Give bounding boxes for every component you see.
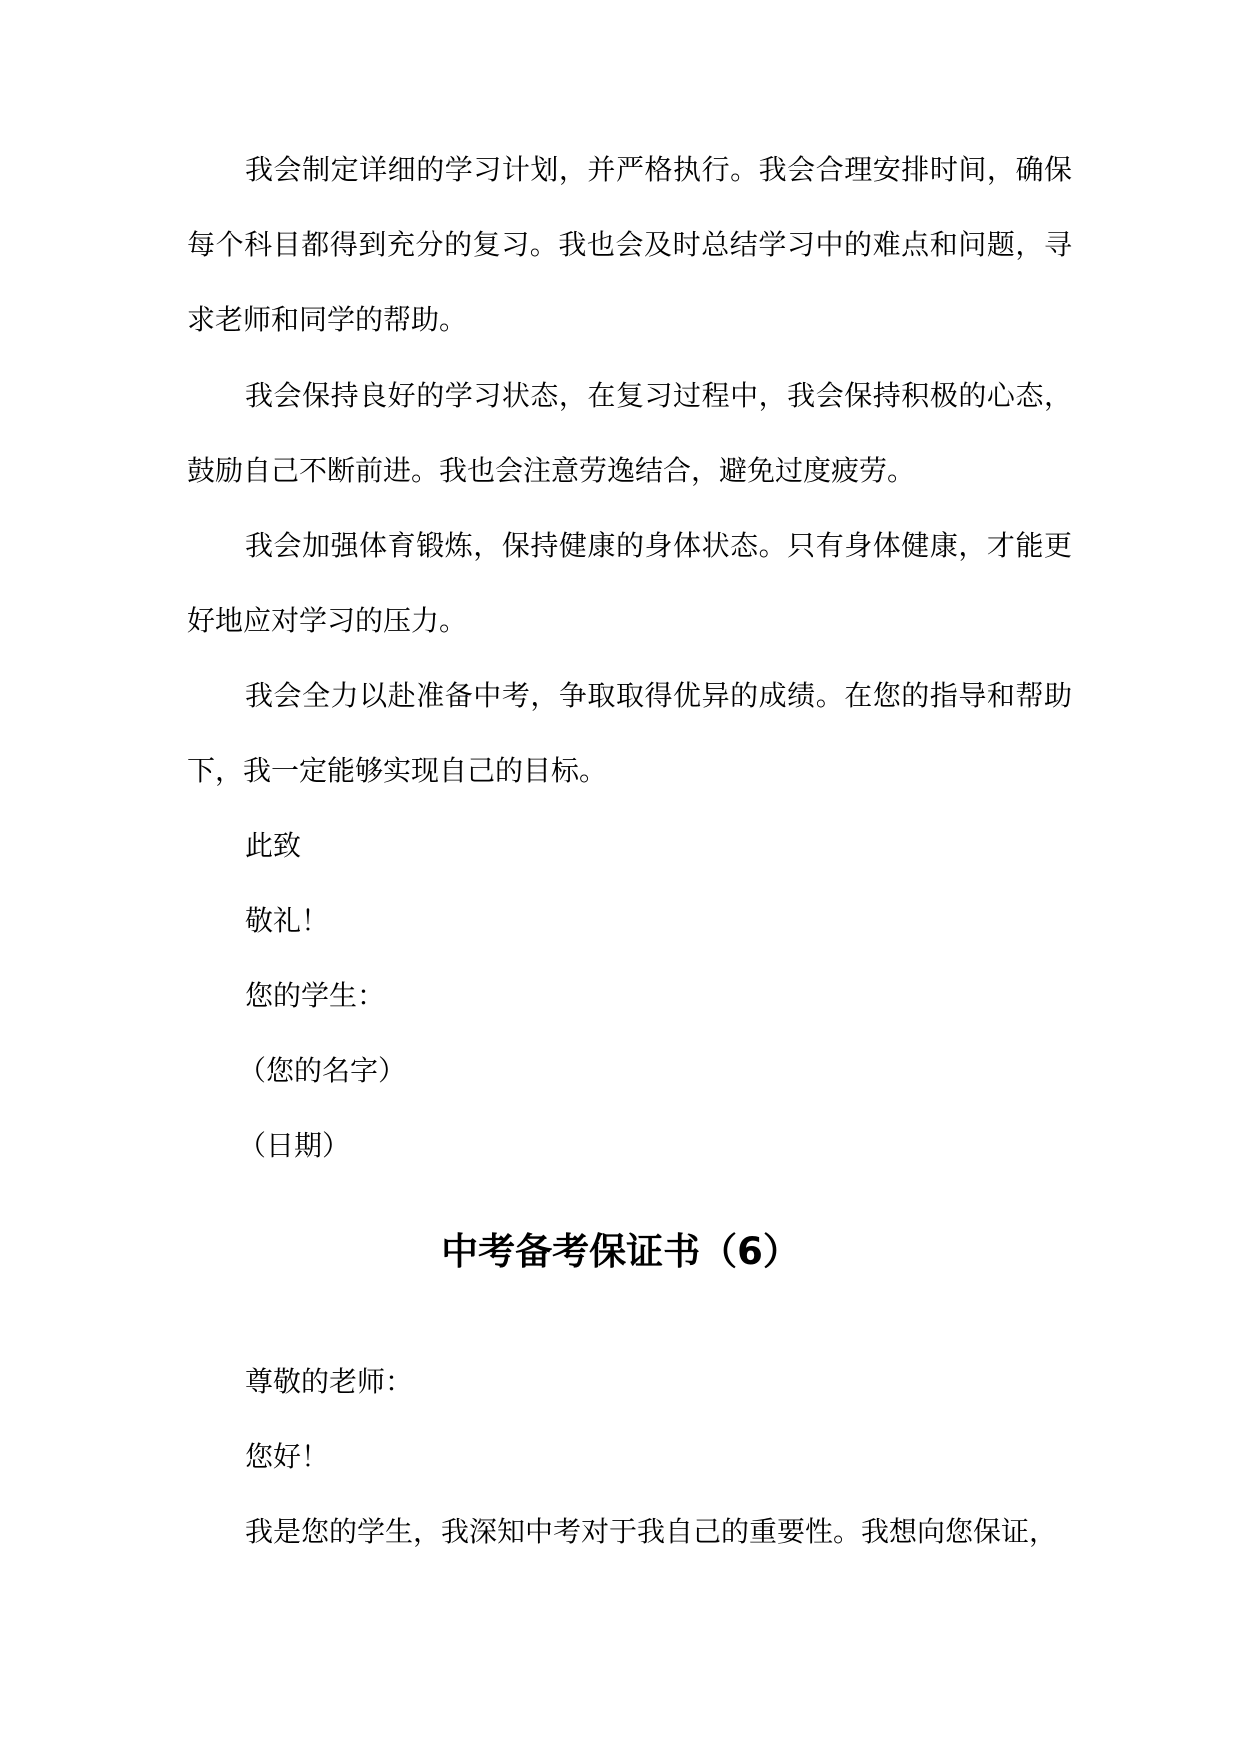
name-placeholder: （您的名字） bbox=[238, 1054, 407, 1087]
paragraph-intro: 我是您的学生，我深知中考对于我自己的重要性。我想向您保证， bbox=[245, 1515, 1058, 1548]
salutation: 尊敬的老师： bbox=[245, 1365, 414, 1398]
paragraph-commitment: 我会全力以赴准备中考，争取取得优异的成绩。在您的指导和帮助下，我一定能够实现自己的目标。 bbox=[187, 679, 1072, 787]
paragraph-study-plan: 我会制定详细的学习计划，并严格执行。我会合理安排时间，确保每个科目都得到充分的复习。我也会及时总结学习中的难点和问题，寻求老师和同学的帮助。 bbox=[187, 153, 1072, 336]
closing-line-jingli: 敬礼！ bbox=[245, 904, 330, 937]
paragraph-study-state: 我会保持良好的学习状态，在复习过程中，我会保持积极的心态，鼓励自己不断前进。我也会注意劳逸结合，避免过度疲劳。 bbox=[187, 379, 1072, 487]
paragraph-exercise: 我会加强体育锻炼，保持健康的身体状态。只有身体健康，才能更好地应对学习的压力。 bbox=[187, 529, 1072, 637]
section-title: 中考备考保证书（6） bbox=[441, 1230, 800, 1273]
date-placeholder: （日期） bbox=[238, 1129, 351, 1162]
closing-line-cizhi: 此致 bbox=[245, 829, 302, 862]
signature-label: 您的学生： bbox=[245, 979, 386, 1012]
greeting: 您好！ bbox=[245, 1440, 330, 1473]
